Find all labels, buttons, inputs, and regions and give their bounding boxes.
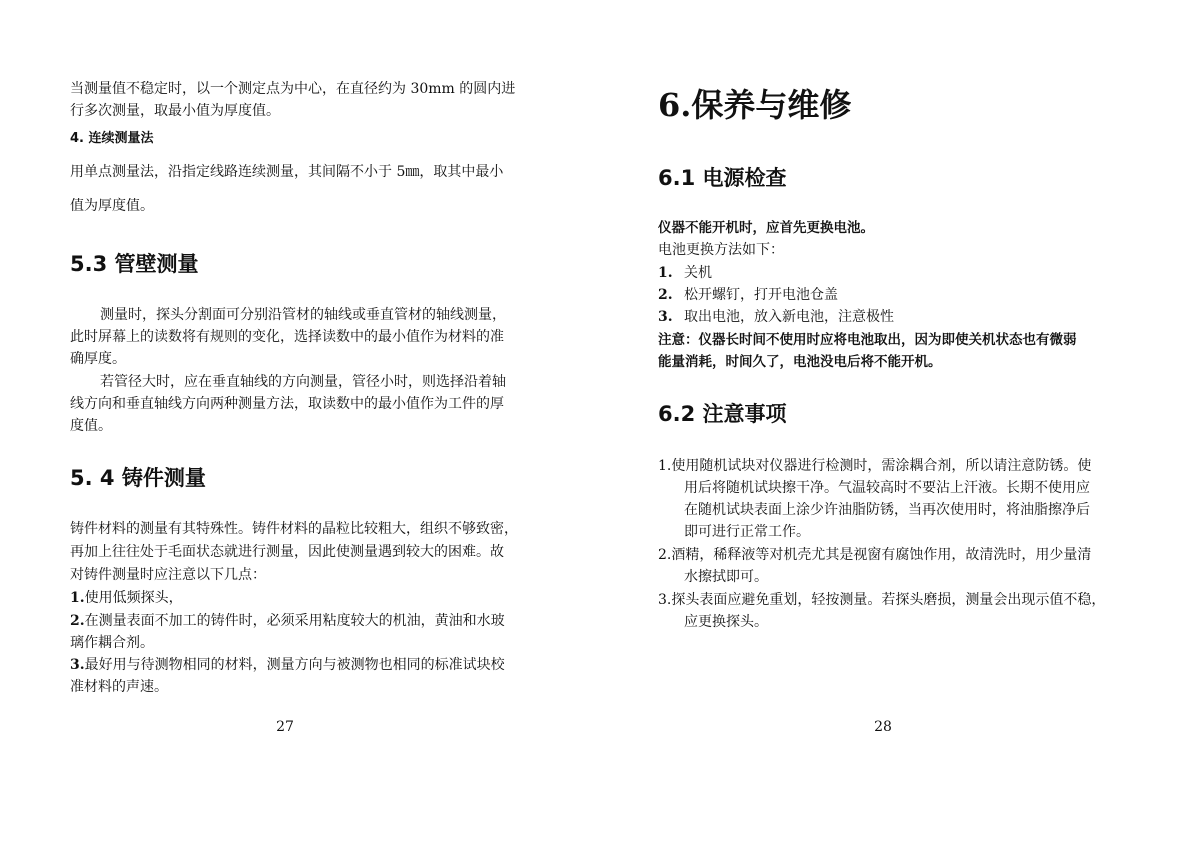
body-text: 度值。: [70, 418, 112, 434]
list-number: 1.: [658, 265, 673, 281]
list-text: 关机: [684, 265, 712, 281]
list-text: 使用低频探头，: [84, 590, 183, 606]
body-text: 再加上往往处于毛面状态就进行测量，因此使测量遇到较大的困难。故: [70, 544, 504, 560]
body-text: 行多次测量，取最小值为厚度值。: [70, 103, 280, 119]
body-text: 若管径大时，应在垂直轴线的方向测量，管径小时，则选择沿着轴: [100, 374, 506, 390]
page-number: 27: [276, 719, 294, 735]
list-text: 水擦拭即可。: [684, 569, 768, 585]
left-page: [70, 0, 535, 848]
list-text: 松开螺钉，打开电池仓盖: [684, 287, 838, 303]
section-heading: 6.2 注意事项: [658, 402, 787, 426]
list-item: 3.探头表面应避免重划，轻按测量。若探头磨损，测量会出现示值不稳，: [658, 592, 1106, 608]
body-text: 铸件材料的测量有其特殊性。铸件材料的晶粒比较粗大，组织不够致密，: [70, 521, 518, 537]
list-number: 3.: [70, 657, 85, 673]
list-item: [70, 610, 535, 632]
list-text: 用后将随机试块擦干净。气温较高时不要沾上汗液。长期不使用应: [684, 480, 1090, 496]
list-number: 2.: [70, 613, 85, 629]
section-heading: 5.3 管壁测量: [70, 252, 199, 276]
body-text: 确厚度。: [70, 351, 126, 367]
list-text: 取出电池，放入新电池，注意极性: [684, 309, 894, 325]
list-number: 2.: [658, 287, 673, 303]
subsection-heading: 4. 连续测量法: [70, 131, 154, 146]
body-text: 值为厚度值。: [70, 198, 154, 214]
body-text: 用单点测量法，沿指定线路连续测量，其间隔不小于 5㎜，取其中最小: [70, 164, 504, 180]
list-text: 在测量表面不加工的铸件时，必须采用粘度较大的机油，黄油和水玻: [84, 613, 505, 629]
list-text: 在随机试块表面上涂少许油脂防锈，当再次使用时，将油脂擦净后: [684, 502, 1090, 518]
body-text: 当测量值不稳定时，以一个测定点为中心，在直径约为 30mm 的圆内进: [70, 81, 516, 97]
body-text: 对铸件测量时应注意以下几点：: [70, 567, 266, 583]
list-item: 1.使用随机试块对仪器进行检测时，需涂耦合剂，所以请注意防锈。使: [658, 458, 1092, 474]
list-item: [70, 587, 535, 609]
list-number: 3.: [658, 309, 673, 325]
section-heading: 5. 4 铸件测量: [70, 466, 206, 490]
list-item: [658, 262, 1126, 284]
list-item: [658, 306, 1126, 328]
right-page: [658, 0, 1126, 848]
list-text: 准材料的声速。: [70, 679, 168, 695]
body-text: 线方向和垂直轴线方向两种测量方法，取读数中的最小值作为工件的厚: [70, 396, 504, 412]
note-text: 注意：仪器长时间不使用时应将电池取出，因为即使关机状态也有微弱: [658, 332, 1077, 348]
page-number: 28: [874, 719, 892, 735]
list-text: 最好用与待测物相同的材料，测量方向与被测物也相同的标准试块校: [84, 657, 505, 673]
chapter-title: 6.保养与维修: [658, 86, 852, 124]
emphasis-text: 仪器不能开机时，应首先更换电池。: [658, 220, 874, 236]
list-item: [70, 654, 535, 676]
body-text: 电池更换方法如下：: [658, 242, 784, 258]
list-text: 璃作耦合剂。: [70, 635, 154, 651]
body-text: 此时屏幕上的读数将有规则的变化，选择读数中的最小值作为材料的准: [70, 329, 504, 345]
body-text: 测量时，探头分割面可分别沿管材的轴线或垂直管材的轴线测量，: [100, 307, 506, 323]
list-text: 即可进行正常工作。: [684, 524, 810, 540]
list-item: 2.酒精，稀释液等对机壳尤其是视窗有腐蚀作用，故清洗时，用少量清: [658, 547, 1092, 563]
section-heading: 6.1 电源检查: [658, 166, 787, 190]
list-item: [658, 284, 1126, 306]
list-number: 1.: [70, 590, 85, 606]
list-text: 应更换探头。: [684, 614, 768, 630]
note-text: 能量消耗，时间久了，电池没电后将不能开机。: [658, 354, 942, 370]
